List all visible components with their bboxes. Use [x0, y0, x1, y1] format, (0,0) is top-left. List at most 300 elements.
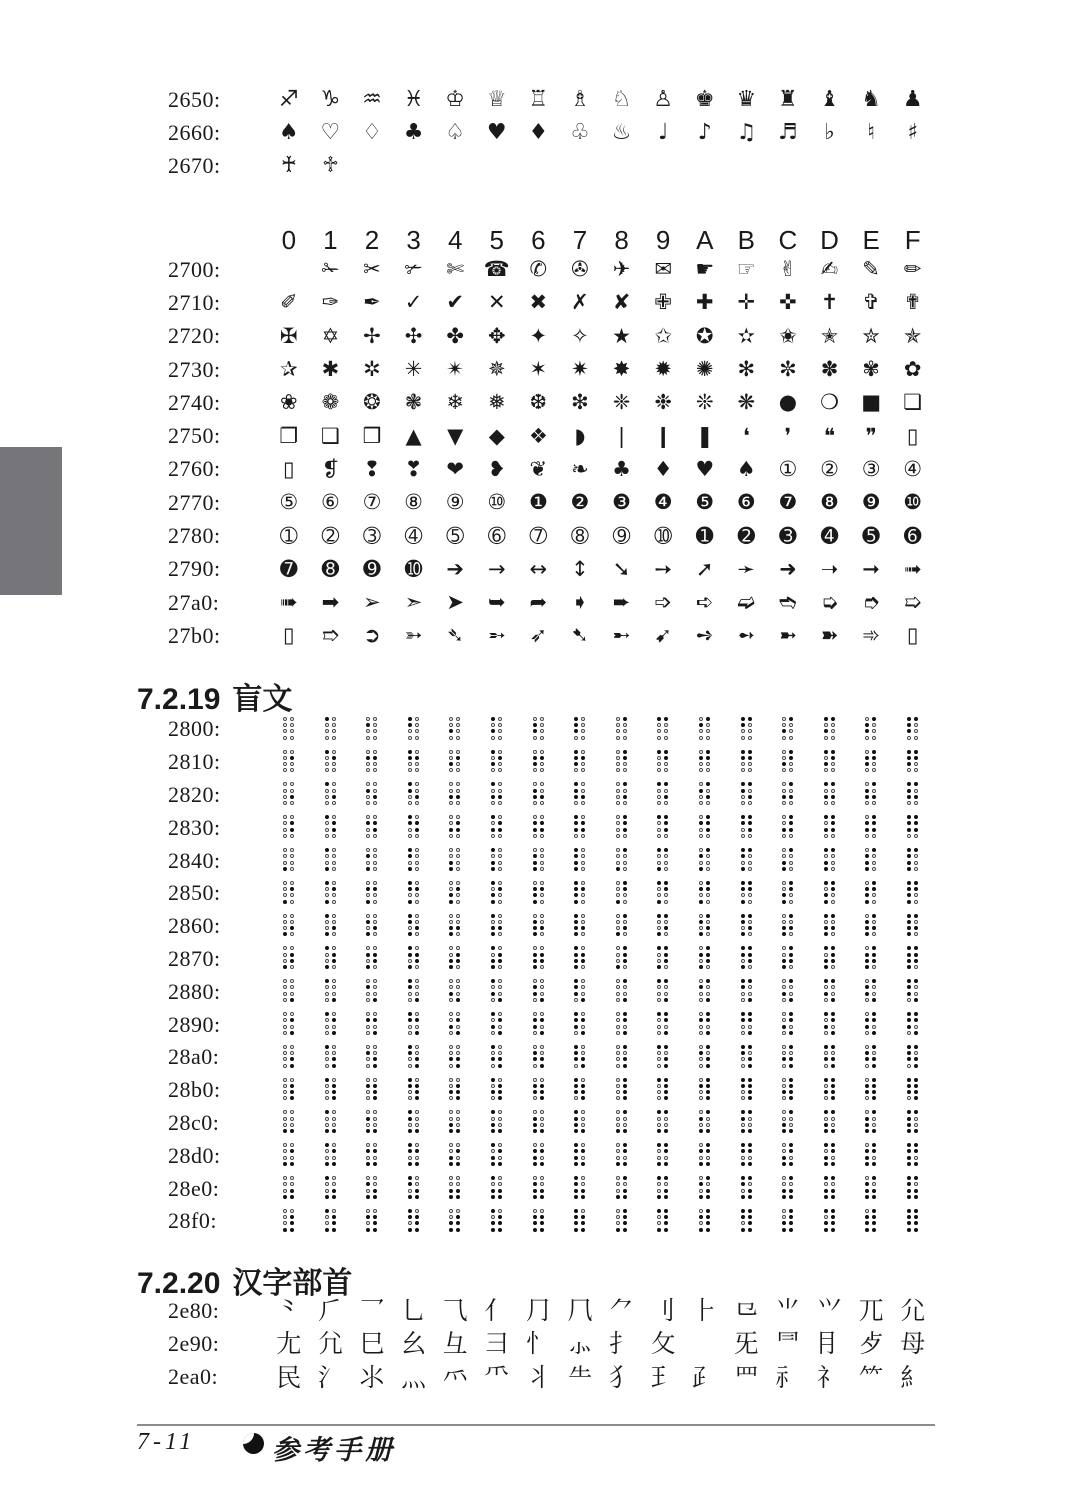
braille-dot: [664, 723, 668, 727]
braille-dot: [789, 1123, 793, 1127]
braille-dot: [706, 1143, 710, 1147]
braille-dot-grid: [699, 782, 711, 807]
braille-dot: [872, 1025, 876, 1029]
braille-dot: [366, 768, 370, 772]
braille-dot: [581, 1025, 585, 1029]
braille-dot: [415, 1123, 419, 1127]
braille-dot: [373, 867, 377, 871]
braille-dot: [373, 1018, 377, 1022]
braille-dot: [415, 848, 419, 852]
dingbats-cell: ❈: [612, 390, 631, 415]
braille-dot: [283, 1045, 287, 1049]
braille-dot: [657, 1129, 661, 1133]
braille-dot: [491, 782, 495, 786]
braille-dot: [706, 1209, 710, 1213]
dingbats-cell: ✉: [654, 257, 672, 282]
braille-dot: [865, 1228, 869, 1232]
braille-dot: [782, 900, 786, 904]
braille-dot: [415, 1025, 419, 1029]
braille-dot: [865, 1051, 869, 1055]
braille-dot: [574, 1090, 578, 1094]
braille-dot: [657, 1051, 661, 1055]
braille-cell: [642, 979, 684, 1004]
braille-dot: [449, 953, 453, 957]
hex-column-label: 6: [531, 224, 546, 255]
braille-dot: [664, 959, 668, 963]
braille-dot: [290, 946, 294, 950]
braille-dot: [907, 1012, 911, 1016]
braille-dot: [581, 723, 585, 727]
braille-dot: [872, 979, 876, 983]
braille-dot: [789, 795, 793, 799]
braille-dot: [865, 1176, 869, 1180]
braille-dot: [456, 729, 460, 733]
braille-dot: [616, 900, 620, 904]
braille-dot: [914, 900, 918, 904]
braille-dot: [623, 953, 627, 957]
braille-dot: [581, 1057, 585, 1061]
braille-row: [168, 746, 934, 779]
braille-dot: [373, 1149, 377, 1153]
braille-dot: [706, 1084, 710, 1088]
braille-dot: [789, 1057, 793, 1061]
braille-dot: [366, 736, 370, 740]
braille-dot: [533, 736, 537, 740]
row-code-label: 2850:: [168, 880, 221, 906]
braille-dot: [491, 992, 495, 996]
braille-dot: [831, 1064, 835, 1068]
dingbats-cell: ✶: [529, 357, 548, 382]
braille-dot: [623, 1078, 627, 1082]
braille-dot: [533, 900, 537, 904]
braille-dot: [456, 821, 460, 825]
braille-dot: [664, 1162, 668, 1166]
radicals-cell: ⺤: [442, 1362, 468, 1392]
braille-dot-grid: [491, 979, 503, 1004]
braille-dot: [574, 795, 578, 799]
braille-dot: [456, 979, 460, 983]
dingbats-cell: ➲: [363, 623, 381, 648]
braille-dot: [491, 756, 495, 760]
braille-dot: [623, 1156, 627, 1160]
braille-dot: [789, 914, 793, 918]
dingbats-cell: ❣: [404, 456, 423, 481]
braille-dot: [498, 1096, 502, 1100]
braille-dot: [616, 914, 620, 918]
braille-dot: [914, 789, 918, 793]
braille-dot: [782, 729, 786, 733]
braille-dot: [657, 1012, 661, 1016]
dingbats-cell: ❻: [736, 490, 756, 515]
braille-dot: [491, 1084, 495, 1088]
dingbats-cell: ✸: [612, 357, 631, 382]
braille-dot: [574, 1189, 578, 1193]
braille-dot: [581, 1045, 585, 1049]
braille-dot: [789, 1176, 793, 1180]
braille-dot-grid: [741, 946, 753, 971]
braille-dot: [415, 729, 419, 733]
braille-cell: [892, 1012, 934, 1037]
braille-dot: [824, 881, 828, 885]
braille-dot: [699, 998, 703, 1002]
braille-dot: [699, 1096, 703, 1100]
braille-dot-grid: [533, 1176, 545, 1201]
dingbats-table: [168, 253, 934, 653]
braille-dot: [824, 887, 828, 891]
braille-dot: [498, 1176, 502, 1180]
braille-dot: [581, 1228, 585, 1232]
braille-dot: [865, 946, 869, 950]
braille-dot: [907, 1078, 911, 1082]
braille-dot: [373, 723, 377, 727]
braille-dot: [914, 1149, 918, 1153]
braille-dot: [456, 1156, 460, 1160]
dingbats-cell: ➝: [820, 556, 839, 581]
row-code-label: 2710:: [168, 289, 221, 315]
dingbats-cell: ➱: [321, 623, 340, 648]
braille-dot: [456, 1149, 460, 1153]
braille-dot: [540, 920, 544, 924]
braille-dot: [616, 1228, 620, 1232]
braille-dot: [533, 801, 537, 805]
braille-dot: [456, 834, 460, 838]
braille-dot: [332, 914, 336, 918]
braille-dot: [540, 750, 544, 754]
braille-cell: [518, 914, 560, 939]
braille-dot: [456, 828, 460, 832]
braille-dot: [491, 1209, 495, 1213]
braille-dot: [907, 717, 911, 721]
braille-dot: [872, 1012, 876, 1016]
braille-dot: [491, 900, 495, 904]
braille-dot: [657, 756, 661, 760]
braille-dot: [415, 1182, 419, 1186]
braille-dot: [872, 965, 876, 969]
braille-dot: [540, 789, 544, 793]
braille-dot: [657, 729, 661, 733]
radicals-row: [168, 1294, 934, 1327]
braille-dot: [449, 914, 453, 918]
braille-dot: [664, 1156, 668, 1160]
braille-dot-grid: [782, 848, 794, 873]
braille-dot: [408, 992, 412, 996]
braille-dot: [748, 861, 752, 865]
braille-cell: [476, 1045, 518, 1070]
hex-column-label: 3: [406, 224, 421, 255]
braille-dot: [657, 1090, 661, 1094]
braille-dot-grid: [699, 914, 711, 939]
braille-dot-grid: [741, 1012, 753, 1037]
braille-dot: [872, 1129, 876, 1133]
braille-dot: [415, 1215, 419, 1219]
braille-dot: [699, 1129, 703, 1133]
braille-dot: [907, 1045, 911, 1049]
braille-dot: [664, 1064, 668, 1068]
braille-dot: [748, 1117, 752, 1121]
braille-cell: [767, 881, 809, 906]
braille-dot: [540, 1078, 544, 1082]
braille-dot: [366, 762, 370, 766]
braille-dot: [449, 1123, 453, 1127]
braille-dot: [366, 801, 370, 805]
braille-dot: [741, 887, 745, 891]
braille-dot: [789, 815, 793, 819]
braille-cell: [518, 717, 560, 742]
braille-cell: [268, 1012, 310, 1037]
braille-dot: [699, 992, 703, 996]
braille-dot: [283, 1090, 287, 1094]
dingbats-cell: ❸: [612, 490, 631, 515]
braille-dot-grid: [283, 782, 295, 807]
braille-cell: [476, 881, 518, 906]
dingbats-cell: ➭: [820, 590, 839, 615]
braille-dot: [574, 1012, 578, 1016]
braille-dot: [540, 1149, 544, 1153]
braille-dot: [283, 795, 287, 799]
braille-dot: [540, 1018, 544, 1022]
dingbats-cell: ❀: [279, 390, 298, 415]
braille-dot: [865, 992, 869, 996]
braille-dot: [623, 1084, 627, 1088]
braille-dot: [907, 1156, 911, 1160]
braille-cell: [601, 1045, 643, 1070]
braille-row: [168, 910, 934, 943]
braille-dot: [623, 723, 627, 727]
braille-dot: [574, 750, 578, 754]
braille-dot-grid: [741, 1143, 753, 1168]
braille-dot: [865, 920, 869, 924]
braille-dot: [325, 1057, 329, 1061]
radicals-cell: ⺍: [817, 1296, 843, 1326]
braille-dot: [332, 1090, 336, 1094]
braille-dot: [657, 1096, 661, 1100]
dingbats-cell: ✹: [654, 357, 672, 382]
braille-dot: [741, 1189, 745, 1193]
braille-dot: [782, 801, 786, 805]
braille-dot: [706, 926, 710, 930]
braille-cell: [684, 1012, 726, 1037]
braille-dot: [831, 887, 835, 891]
braille-dot: [449, 1129, 453, 1133]
braille-cell: [559, 1143, 601, 1168]
braille-dot: [332, 854, 336, 858]
braille-dot: [699, 1228, 703, 1232]
braille-dot: [574, 979, 578, 983]
braille-dot: [789, 1149, 793, 1153]
braille-dot: [498, 867, 502, 871]
braille-dot: [741, 959, 745, 963]
braille-dot: [865, 887, 869, 891]
braille-dot: [574, 1195, 578, 1199]
dingbats-cell: ✍: [820, 257, 839, 282]
braille-dot: [540, 1143, 544, 1147]
misc-symbols-cell: ♟: [902, 86, 923, 112]
braille-dot-grid: [782, 750, 794, 775]
braille-dot: [616, 1057, 620, 1061]
braille-dot: [408, 893, 412, 897]
braille-dot: [533, 834, 537, 838]
braille-dot-grid: [491, 750, 503, 775]
braille-dot: [824, 821, 828, 825]
braille-dot: [366, 867, 370, 871]
braille-dot: [366, 1057, 370, 1061]
braille-dot: [699, 848, 703, 852]
hex-column-label: 2: [364, 224, 380, 255]
braille-cell: [268, 1143, 310, 1168]
braille-dot: [831, 1018, 835, 1022]
braille-dot: [581, 959, 585, 963]
dingbats-cell: ➥: [487, 590, 506, 615]
braille-dot: [831, 992, 835, 996]
braille-dot: [623, 782, 627, 786]
braille-dot: [782, 953, 786, 957]
dingbats-cell: ❺: [695, 490, 715, 515]
row-code-label: 2730:: [168, 356, 221, 382]
braille-dot: [789, 959, 793, 963]
braille-cell: [434, 815, 476, 840]
radicals-cell: ⺝: [817, 1329, 843, 1359]
braille-dot: [533, 782, 537, 786]
braille-dot-grid: [616, 1045, 628, 1070]
braille-dot: [865, 959, 869, 963]
braille-dot: [706, 992, 710, 996]
braille-dot: [699, 1182, 703, 1186]
braille-dot: [574, 1078, 578, 1082]
dingbats-cell: ↔: [529, 556, 548, 581]
braille-dot: [623, 795, 627, 799]
braille-dot: [290, 1031, 294, 1035]
braille-dot: [741, 1018, 745, 1022]
braille-dot: [865, 801, 869, 805]
braille-dot: [657, 1176, 661, 1180]
braille-dot: [824, 1189, 828, 1193]
braille-dot: [789, 900, 793, 904]
braille-dot-grid: [574, 717, 586, 742]
braille-dot-grid: [283, 1209, 295, 1234]
braille-dot: [824, 992, 828, 996]
braille-dot: [415, 1018, 419, 1022]
braille-dot: [415, 1064, 419, 1068]
braille-cell: [642, 1078, 684, 1103]
radicals-cell: ⺘: [609, 1329, 635, 1359]
braille-dot: [283, 1123, 287, 1127]
braille-dot: [415, 946, 419, 950]
braille-dot: [914, 992, 918, 996]
braille-dot: [699, 887, 703, 891]
braille-dot: [914, 946, 918, 950]
braille-dot-grid: [449, 881, 461, 906]
braille-dot: [831, 998, 835, 1002]
braille-dot: [748, 887, 752, 891]
radicals-cell: ⺀: [276, 1296, 302, 1326]
braille-dot: [533, 867, 537, 871]
braille-dot: [706, 1149, 710, 1153]
braille-dot: [498, 717, 502, 721]
braille-dot: [373, 1117, 377, 1121]
braille-cell: [268, 815, 310, 840]
braille-dot: [699, 1025, 703, 1029]
braille-dot: [415, 1096, 419, 1100]
braille-dot: [408, 762, 412, 766]
braille-dot-grid: [449, 946, 461, 971]
braille-dot: [616, 881, 620, 885]
braille-dot: [283, 1064, 287, 1068]
braille-dot: [789, 861, 793, 865]
braille-dot: [325, 1176, 329, 1180]
braille-dot: [449, 1064, 453, 1068]
braille-dot-grid: [491, 782, 503, 807]
row-code-label: 2820:: [168, 781, 221, 807]
braille-dot-grid: [408, 848, 420, 873]
braille-dot: [491, 932, 495, 936]
braille-dot: [872, 914, 876, 918]
braille-dot: [498, 1143, 502, 1147]
braille-cell: [351, 1209, 393, 1234]
braille-cell: [476, 848, 518, 873]
braille-dot: [741, 1129, 745, 1133]
braille-dot: [657, 854, 661, 858]
braille-dot: [623, 998, 627, 1002]
braille-dot: [748, 854, 752, 858]
braille-cell: [393, 717, 435, 742]
braille-dot: [373, 1025, 377, 1029]
braille-dot: [872, 848, 876, 852]
braille-dot: [664, 815, 668, 819]
braille-dot: [491, 795, 495, 799]
braille-dot: [491, 998, 495, 1002]
braille-dot: [332, 893, 336, 897]
braille-dot: [373, 998, 377, 1002]
dingbats-cell: ④: [903, 456, 923, 481]
braille-cell: [476, 914, 518, 939]
dingbats-cell: ➢: [363, 590, 381, 615]
braille-dot: [449, 1156, 453, 1160]
braille-dot: [748, 959, 752, 963]
braille-dot: [782, 979, 786, 983]
braille-dot: [408, 1221, 412, 1225]
braille-dot: [290, 723, 294, 727]
braille-dot: [449, 900, 453, 904]
braille-dot: [831, 861, 835, 865]
braille-dot: [616, 828, 620, 832]
braille-dot: [373, 821, 377, 825]
braille-dot: [657, 848, 661, 852]
braille-dot: [741, 768, 745, 772]
braille-dot: [415, 750, 419, 754]
braille-cell: [684, 1176, 726, 1201]
braille-dot: [283, 768, 287, 772]
braille-cell: [726, 1209, 768, 1234]
braille-dot: [283, 959, 287, 963]
braille-dot: [664, 762, 668, 766]
braille-cell: [809, 782, 851, 807]
braille-dot: [540, 782, 544, 786]
braille-dot: [657, 887, 661, 891]
row-code-label: 28b0:: [168, 1077, 221, 1103]
braille-dot: [415, 965, 419, 969]
braille-dot-grid: [657, 717, 669, 742]
braille-cell: [434, 946, 476, 971]
braille-dot: [824, 926, 828, 930]
braille-dot: [456, 1025, 460, 1029]
braille-cell: [892, 946, 934, 971]
braille-dot: [366, 1012, 370, 1016]
braille-dot: [657, 828, 661, 832]
braille-dot: [290, 867, 294, 871]
misc-symbols-cell: ♬: [778, 119, 798, 145]
braille-dot: [907, 821, 911, 825]
dingbats-cell: ➊: [695, 523, 714, 548]
